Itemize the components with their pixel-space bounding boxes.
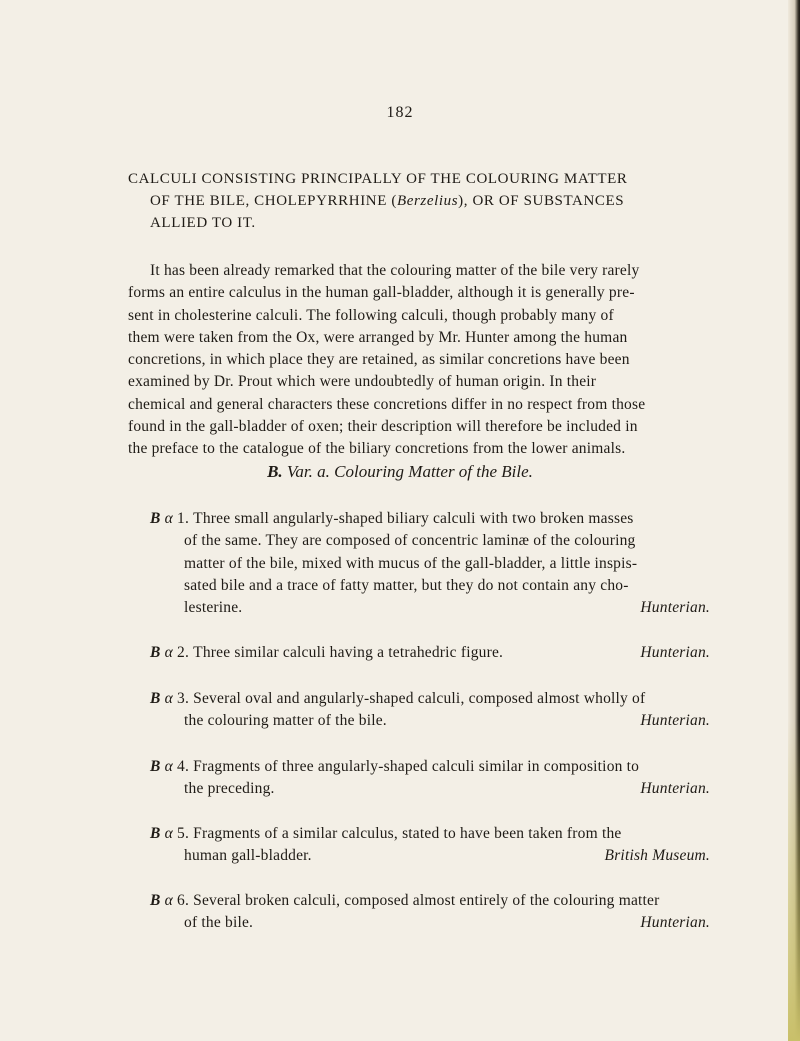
entry-source: Hunterian. — [640, 712, 710, 730]
entry-alpha: α — [164, 758, 173, 775]
intro-line: It has been already remarked that the colouring matter of the bile very rarely — [150, 262, 640, 279]
entry-text: Several oval and angularly-shaped calculi, composed almost wholly of — [193, 690, 646, 707]
entry-number: 5. — [177, 825, 190, 842]
entry-first-line — [150, 642, 710, 664]
heading-author: Berzelius — [396, 193, 459, 209]
entry-text: the preceding. — [184, 780, 275, 798]
page-number: 182 — [386, 104, 414, 121]
entry-marker: B — [150, 644, 161, 661]
heading-line-2-end: ), OR OF SUBSTANCES — [458, 193, 625, 209]
entry-text: human gall-bladder. — [184, 847, 312, 865]
entry-source: Hunterian. — [640, 599, 710, 617]
entry-source: Hunterian. — [640, 780, 710, 798]
entry-last-line — [150, 597, 710, 619]
intro-line: chemical and general characters these concretions differ in no respect from those — [128, 395, 646, 413]
entry-text: of the bile. — [184, 914, 254, 932]
variety-symbol: B. — [267, 462, 283, 481]
entry-number: 3. — [177, 690, 190, 707]
entry-first-line — [150, 823, 710, 845]
entry-alpha: α — [164, 510, 173, 527]
entry-marker: B — [150, 758, 161, 775]
intro-line: forms an entire calculus in the human gall-bladder, although it is generally pre- — [128, 284, 635, 302]
entry-last-line — [150, 845, 710, 867]
entry-marker: B — [150, 510, 161, 527]
entry-text: Fragments of a similar calculus, stated to have been taken from the — [193, 825, 622, 842]
entry-text: matter of the bile, mixed with mucus of the gall-bladder, a little inspis- — [184, 554, 638, 572]
entry-first-line — [150, 756, 710, 778]
entry-source: Hunterian. — [640, 914, 710, 932]
entry-text: Three small angularly-shaped biliary calculi with two broken masses — [193, 510, 634, 527]
catalogue-entry-5 — [150, 823, 710, 868]
entry-first-line — [150, 688, 710, 710]
entry-source: Hunterian. — [640, 644, 710, 661]
entry-marker: B — [150, 825, 161, 842]
entry-last-line — [150, 778, 710, 800]
entry-text: the colouring matter of the bile. — [184, 712, 387, 730]
entry-alpha: α — [164, 644, 173, 661]
entry-alpha: α — [164, 892, 173, 909]
heading-line-1: CALCULI CONSISTING PRINCIPALLY OF THE COLOURING MATTER — [128, 171, 628, 187]
catalogue-entry-2 — [150, 642, 710, 664]
entry-number: 1. — [177, 510, 190, 527]
section-heading — [128, 168, 708, 234]
entry-source: British Museum. — [604, 847, 710, 865]
variety-title: Var. a. Colouring Matter of the Bile. — [286, 462, 533, 481]
entry-alpha: α — [164, 825, 173, 842]
entry-text: Three similar calculi having a tetrahedric figure. — [193, 644, 504, 661]
entry-marker: B — [150, 892, 161, 909]
entry-last-line — [150, 710, 710, 732]
entry-text: Several broken calculi, composed almost entirely of the colouring matter — [193, 892, 660, 909]
intro-line: examined by Dr. Prout which were undoubtedly of human origin. In their — [128, 373, 597, 391]
entry-text: sated bile and a trace of fatty matter, but they do not contain any cho- — [184, 576, 629, 594]
catalogue-entry-3 — [150, 688, 710, 733]
intro-line: found in the gall-bladder of oxen; their description will therefore be included in — [128, 418, 638, 436]
intro-line: them were taken from the Ox, were arranged by Mr. Hunter among the human — [128, 328, 628, 346]
intro-paragraph — [128, 260, 708, 461]
catalogue-entry-1 — [150, 508, 710, 619]
catalogue-entry-4 — [150, 756, 710, 801]
variety-heading — [0, 462, 800, 482]
entry-text: Fragments of three angularly-shaped calculi similar in composition to — [193, 758, 640, 775]
entry-first-line — [150, 508, 710, 530]
entry-text: of the same. They are composed of concentric laminæ of the colouring — [184, 532, 636, 550]
entry-number: 4. — [177, 758, 190, 775]
intro-line: sent in cholesterine calculi. The following calculi, though probably many of — [128, 306, 614, 324]
entry-alpha: α — [164, 690, 173, 707]
heading-line-3: ALLIED TO IT. — [150, 215, 256, 231]
entry-number: 6. — [177, 892, 190, 909]
catalogue-entry-6 — [150, 890, 710, 935]
intro-line: the preface to the catalogue of the biliary concretions from the lower animals. — [128, 440, 626, 458]
spine-discoloration — [788, 721, 800, 1041]
entry-marker: B — [150, 690, 161, 707]
entry-last-line — [150, 912, 710, 934]
heading-line-2-start: OF THE BILE, CHOLEPYRRHINE ( — [150, 193, 397, 209]
entry-first-line — [150, 890, 710, 912]
entry-number: 2. — [177, 644, 190, 661]
intro-line: concretions, in which place they are retained, as similar concretions have been — [128, 351, 630, 369]
entry-text: lesterine. — [184, 599, 243, 617]
heading-line-2 — [128, 190, 708, 212]
